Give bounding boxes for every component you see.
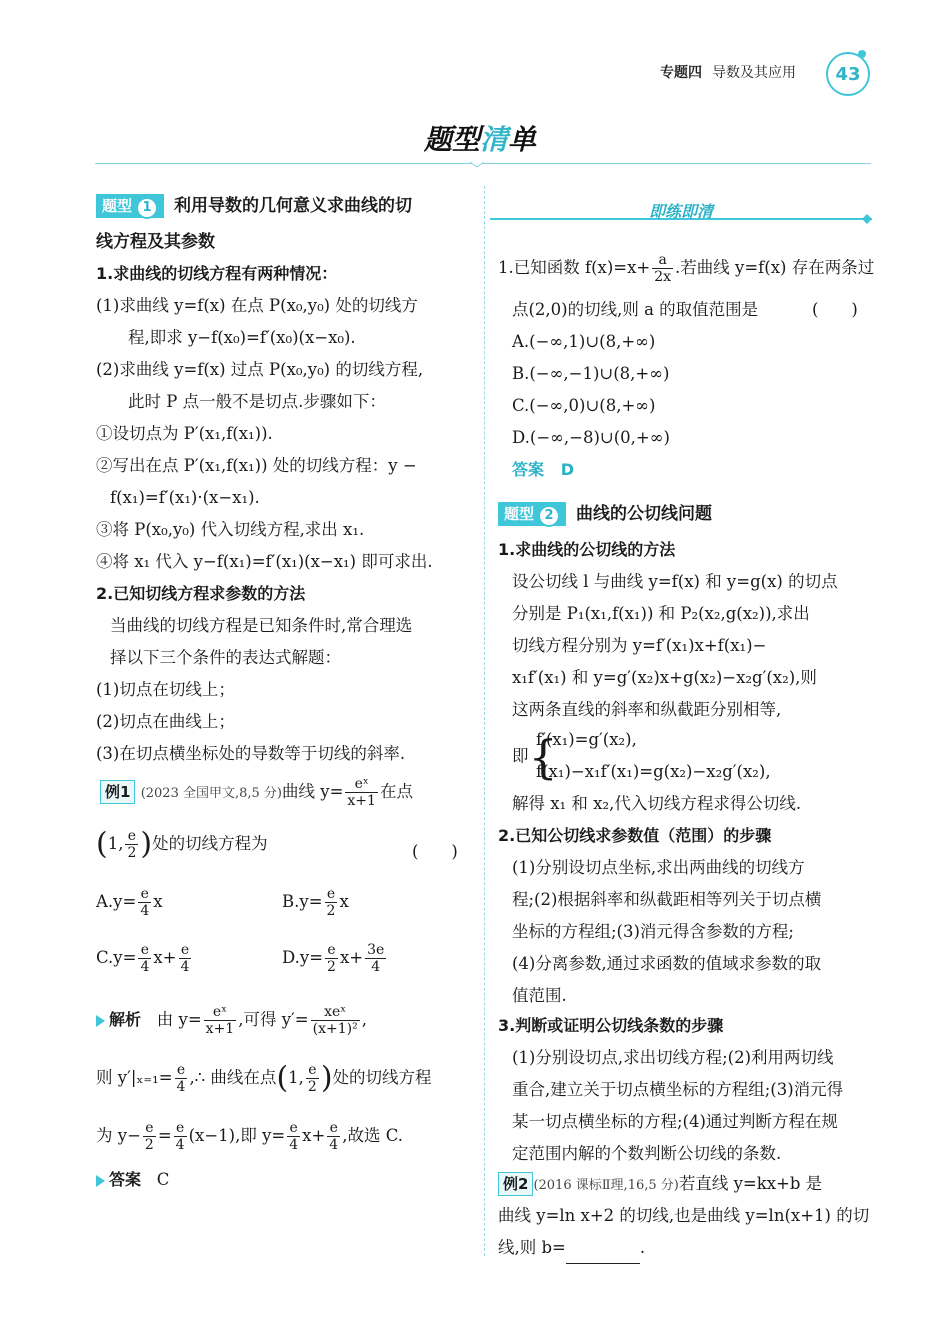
r-s1-line2: 分别是 P₁(x₁,f(x₁)) 和 P₂(x₂,g(x₂)),求出 [512, 604, 810, 623]
practice-section-bar [490, 196, 872, 220]
r-s1-line3: 切线方程分别为 y=f′(x₁)x+f(x₁)− [512, 636, 767, 655]
case-2-line1: (2)求曲线 y=f(x) 过点 P(x₀,y₀) 的切线方程, [96, 360, 424, 379]
option-b: B.y= $\frac{e}{2}$ x [282, 886, 349, 919]
heading-2: 2.已知切线方程求参数的方法 [96, 584, 306, 603]
step-4: ④将 x₁ 代入 y−f(x₁)=f′(x₁)(x−x₁) 即可求出. [96, 552, 433, 571]
example-1-label: 例1 [100, 780, 135, 804]
topic-number: 1 [136, 197, 158, 219]
fraction: $\frac{\text{eˣ}}{x+1}$ [347, 776, 376, 809]
running-header [660, 62, 806, 82]
page-number: 43 [826, 52, 870, 96]
condition-3: (3)在切点横坐标处的导数等于切线的斜率. [96, 744, 406, 763]
page-number-dot [858, 50, 866, 58]
topic-tag: 题型 1 [96, 194, 164, 218]
triangle-marker-icon [96, 1015, 105, 1027]
r-s2-line2: 程;(2)根据斜率和纵截距相等列关于切点横 [512, 890, 822, 909]
analysis-line2: 则 y′|ₓ₌₁= $\frac{e}{4}$ ,∴ 曲线在点(1, $\frac{e}{2}$ )处的切线方程 [96, 1060, 432, 1096]
section-label: 专题四 [660, 65, 702, 81]
para-2-line2: 择以下三个条件的表达式解题： [110, 648, 341, 667]
r-s1-line6: 解得 x₁ 和 x₂,代入切线方程求得公切线. [512, 794, 802, 813]
answer-line [96, 1164, 169, 1196]
analysis-line3: 为 y− $\frac{e}{2}$ = $\frac{e}{4}$ (x−1),即 y= $\frac{e}{4}$ x+ $\frac{e}{4}$ ,故选 C. [96, 1120, 403, 1153]
r-s2-line3: 坐标的方程组;(3)消元得含参数的方程; [512, 922, 794, 941]
divider-notch [470, 160, 484, 168]
condition-2: (2)切点在曲线上； [96, 712, 235, 731]
heading-1: 1.求曲线的切线方程有两种情况： [96, 264, 338, 283]
banner-part2: 清 [479, 123, 508, 156]
r-s3-line1: (1)分别设切点,求出切线方程;(2)利用两切线 [512, 1048, 834, 1067]
step-2-line2: f(x₁)=f′(x₁)·(x−x₁). [110, 488, 260, 507]
triangle-marker-icon [96, 1175, 105, 1187]
analysis-line1: 解析 由 y= $\frac{\text{eˣ}}{x+1}$ ,可得 y′= $\frac{\text{xeˣ}}{\text{(x+1)²}}$ , [96, 1004, 367, 1037]
topic-tag: 题型 2 [498, 502, 566, 526]
example-2-line3: 线,则 b= . [498, 1232, 645, 1264]
example-1-line2: (1, $\frac{e}{2}$ )处的切线方程为 [96, 826, 268, 862]
example-1-source: (2023 全国甲文,8,5 分) [140, 786, 282, 801]
q1-option-a: A.(−∞,1)∪(8,+∞) [512, 332, 656, 351]
topic-1-title: 题型 1 利用导数的几何意义求曲线的切 [96, 190, 412, 222]
r-s2-line1: (1)分别设切点坐标,求出两曲线的切线方 [512, 858, 805, 877]
r-heading-1: 1.求曲线的公切线的方法 [498, 540, 676, 559]
topic-1-title-cont: 线方程及其参数 [96, 232, 215, 252]
banner-part1: 题型 [423, 123, 480, 156]
option-a: A.y= $\frac{e}{4}$ x [96, 886, 163, 919]
banner-part3: 单 [508, 123, 537, 156]
example-2-source: (2016 课标Ⅱ理,16,5 分) [533, 1178, 679, 1193]
r-s1-line4: x₁f′(x₁) 和 y=g′(x₂)x+g(x₂)−x₂g′(x₂),则 [512, 668, 817, 687]
example-2-line1: 例2 (2016 课标Ⅱ理,16,5 分)若直线 y=kx+b 是 [498, 1168, 822, 1202]
q1-line2: 点(2,0)的切线,则 a 的取值范围是 [512, 300, 759, 319]
step-3: ③将 P(x₀,y₀) 代入切线方程,求出 x₁. [96, 520, 365, 539]
q1-option-b: B.(−∞,−1)∪(8,+∞) [512, 364, 670, 383]
example-1-line1: 例1 (2023 全国甲文,8,5 分)曲线 y= $\frac{\text{eˣ}}{x+1}$ 在点 [100, 776, 413, 810]
r-s1-line5: 这两条直线的斜率和纵截距分别相等, [512, 700, 782, 719]
topic-number: 2 [538, 505, 560, 527]
answer-blank [566, 1245, 640, 1264]
example-2-label: 例2 [498, 1172, 533, 1196]
topic-2-title: 题型 2 曲线的公切线问题 [498, 498, 712, 530]
example-2-line2: 曲线 y=ln x+2 的切线,也是曲线 y=ln(x+1) 的切 [498, 1206, 870, 1225]
q1-option-c: C.(−∞,0)∪(8,+∞) [512, 396, 656, 415]
case-1-line1: (1)求曲线 y=f(x) 在点 P(x₀,y₀) 处的切线方 [96, 296, 418, 315]
r-heading-3: 3.判断或证明公切线条数的步骤 [498, 1016, 724, 1035]
q1-line1: 1.已知函数 f(x)=x+ $\frac{a}{2x}$ .若曲线 y=f(x) 存在两条过 [498, 252, 875, 285]
analysis-label: 解析 [109, 1010, 142, 1029]
diamond-icon [862, 214, 872, 224]
case-1-line2: 程,即求 y−f(x₀)=f′(x₀)(x−x₀). [128, 328, 356, 347]
answer-value: C [156, 1170, 170, 1189]
r-s2-line5: 值范围. [512, 986, 567, 1005]
option-c: C.y= $\frac{e}{4}$ x+ $\frac{e}{4}$ [96, 942, 190, 975]
case-2-line2: 此时 P 点一般不是切点.步骤如下： [128, 392, 386, 411]
r-heading-2: 2.已知公切线求参数值（范围）的步骤 [498, 826, 772, 845]
r-s2-line4: (4)分离参数,通过求函数的值域求参数的取 [512, 954, 822, 973]
para-2-line1: 当曲线的切线方程是已知条件时,常合理选 [110, 616, 413, 635]
condition-1: (1)切点在切线上； [96, 680, 235, 699]
r-s3-line2: 重合,建立关于切点横坐标的方程组;(3)消元得 [512, 1080, 844, 1099]
page-banner [400, 118, 560, 158]
r-s3-line3: 某一切点横坐标的方程;(4)通过判断方程在规 [512, 1112, 838, 1131]
answer-label: 答案 [109, 1170, 142, 1189]
option-d: D.y= $\frac{e}{2}$ x+ $\frac{3e}{4}$ [282, 942, 385, 975]
r-s3-line4: 定范围内解的个数判断公切线的条数. [512, 1144, 782, 1163]
q1-option-d: D.(−∞,−8)∪(0,+∞) [512, 428, 670, 447]
q1-answer: 答案 D [512, 460, 575, 479]
section-title: 导数及其应用 [712, 65, 796, 81]
q1-answer-paren: ( ) [812, 300, 858, 319]
r-s1-system-eq1: f′(x₁)=g′(x₂), [536, 730, 637, 749]
step-1: ①设切点为 P′(x₁,f(x₁)). [96, 424, 273, 443]
column-divider [484, 186, 486, 1256]
r-s1-line1: 设公切线 l 与曲线 y=f(x) 和 y=g(x) 的切点 [512, 572, 838, 591]
answer-paren: ( ) [412, 842, 458, 861]
step-2-line1: ②写出在点 P′(x₁,f(x₁)) 处的切线方程：y − [96, 456, 417, 475]
r-s1-system-eq2: f(x₁)−x₁f′(x₁)=g(x₂)−x₂g′(x₂), [536, 762, 771, 781]
r-s1-system: 即{ [512, 730, 558, 784]
practice-title: 即练即清 [648, 202, 713, 221]
